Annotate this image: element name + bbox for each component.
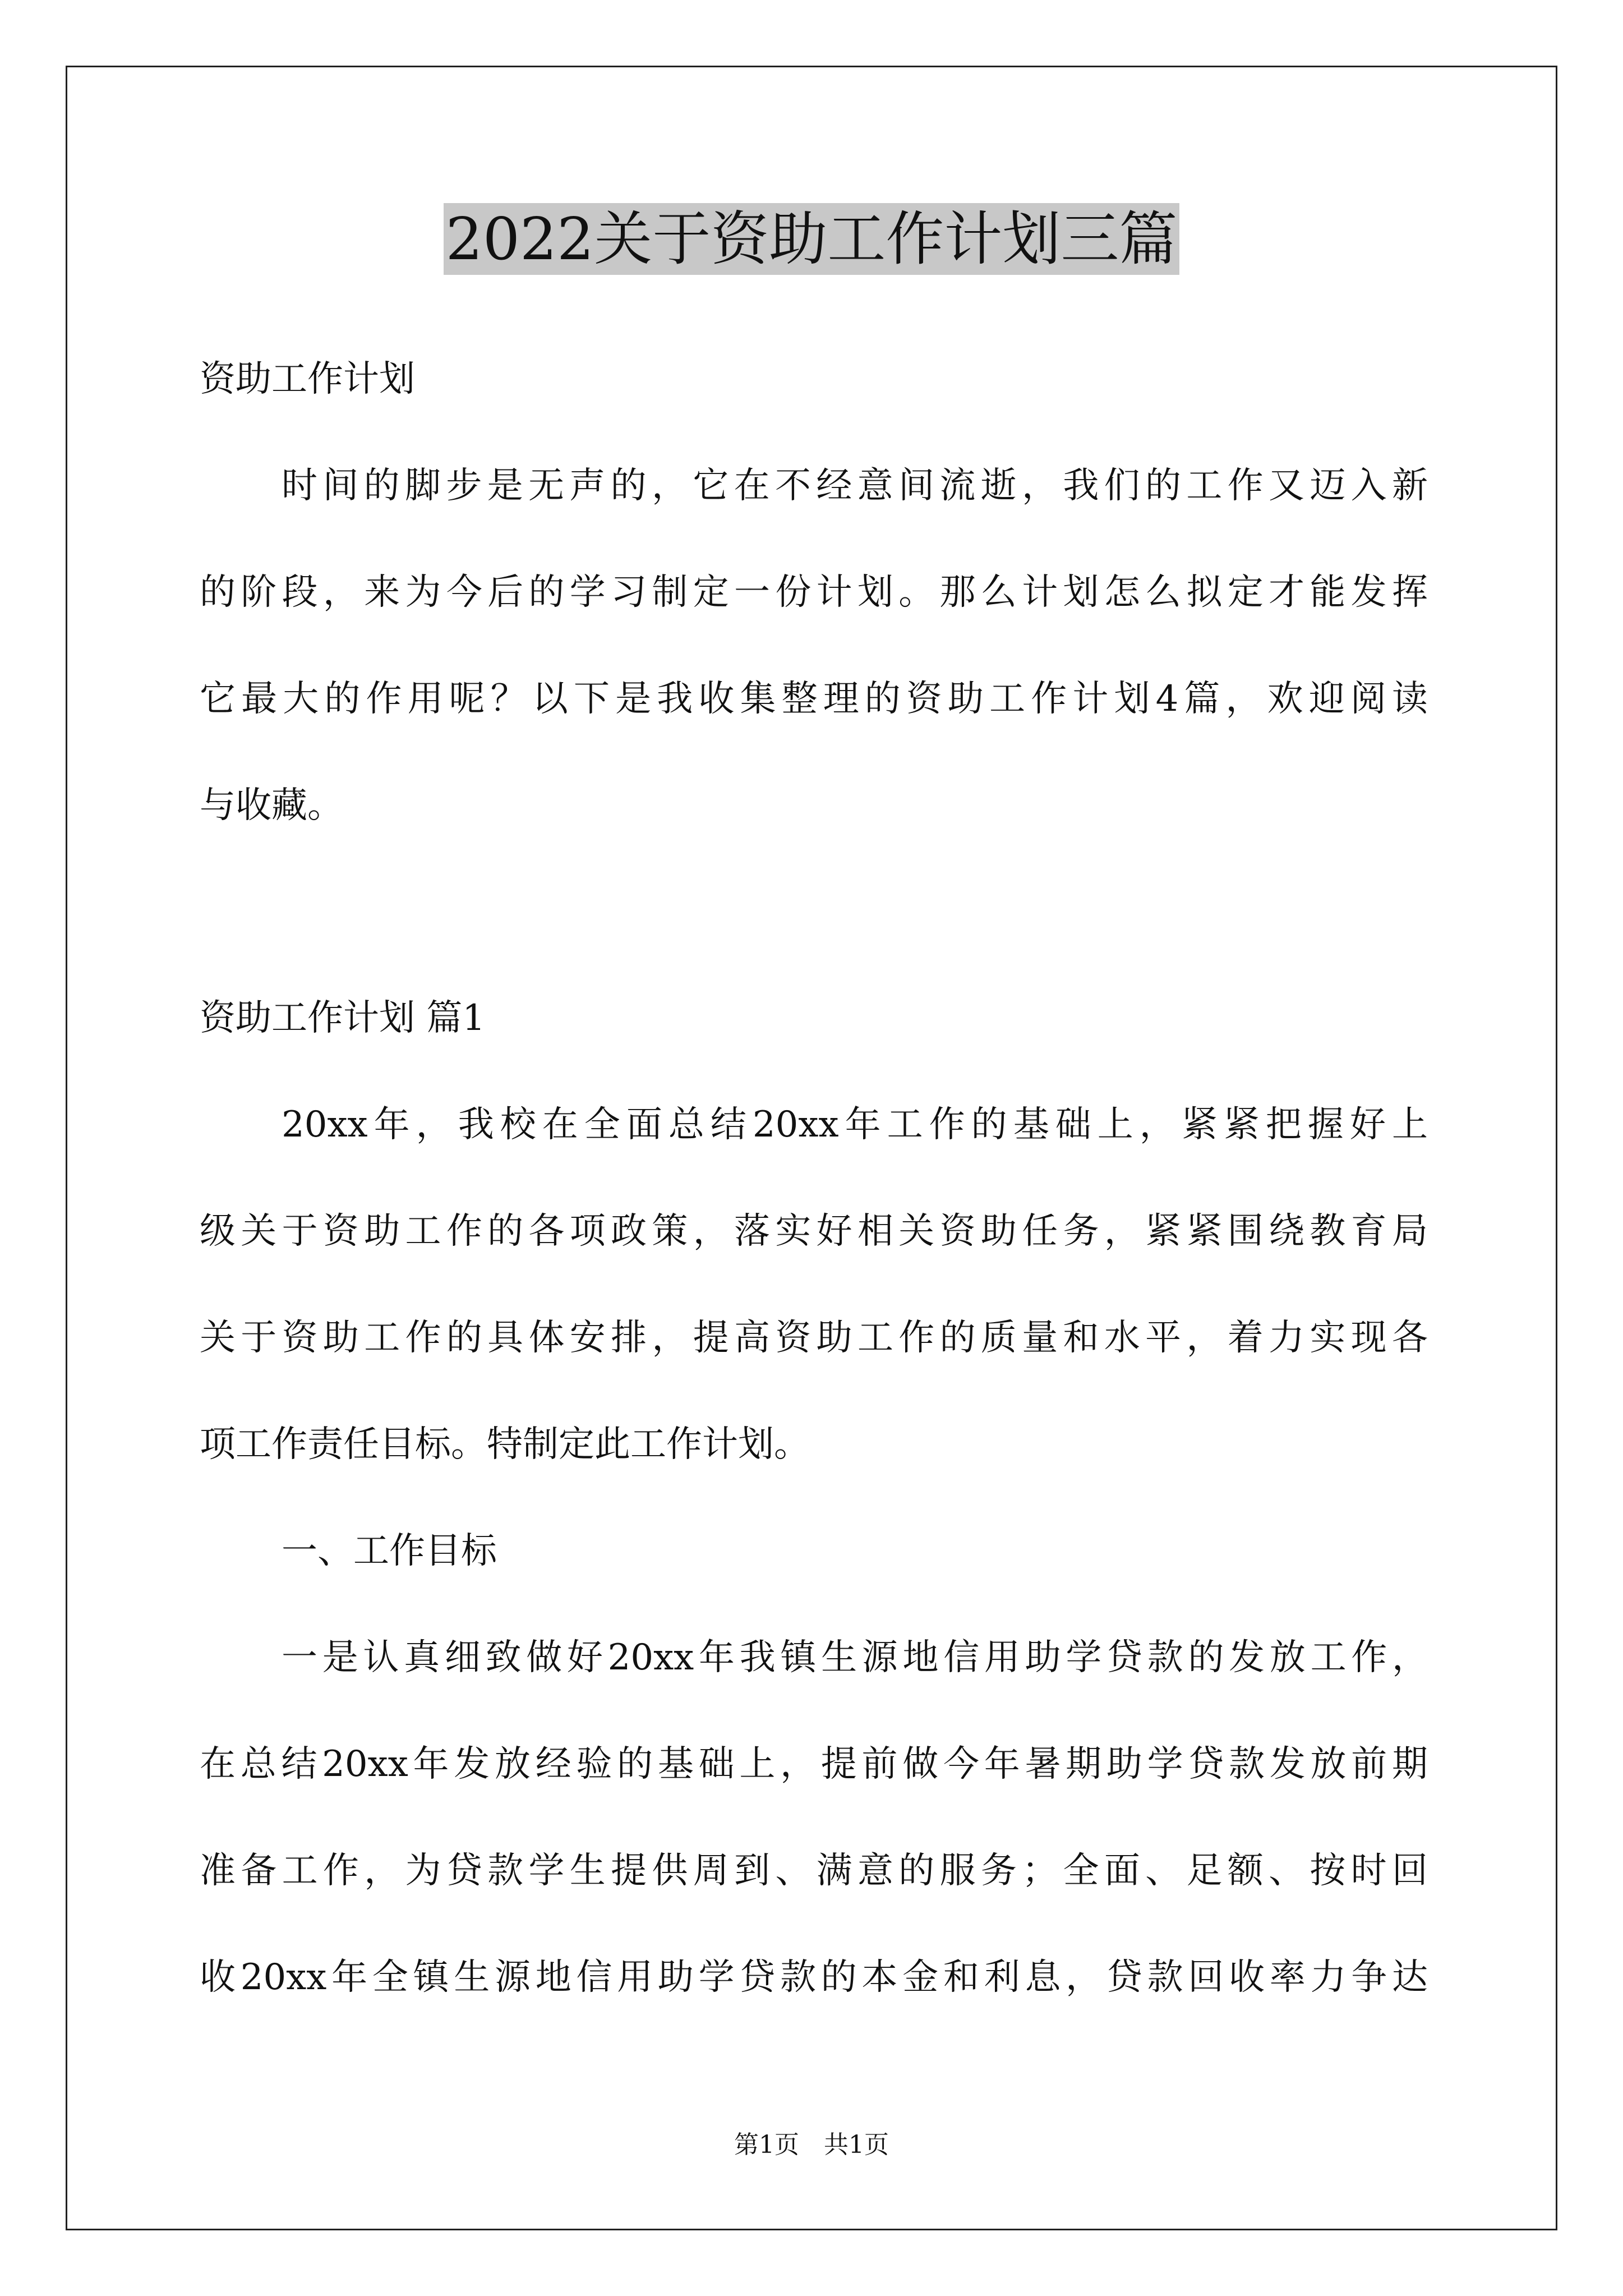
subsection-heading: 一、工作目标: [282, 1530, 497, 1572]
section-heading: 资助工作计划 篇1: [200, 997, 486, 1039]
document-title: 2022关于资助工作计划三篇: [444, 203, 1180, 275]
paragraph-line: 级关于资助工作的各项政策，落实好相关资助任务，紧紧围绕教育局: [200, 1211, 1428, 1252]
paragraph-line: 与收藏。: [200, 785, 343, 826]
paragraph-line: 项工作责任目标。特制定此工作计划。: [200, 1424, 810, 1465]
paragraph-line: 准备工作，为贷款学生提供周到、满意的服务；全面、足额、按时回: [200, 1850, 1428, 1892]
paragraph-line: 的阶段，来为今后的学习制定一份计划。那么计划怎么拟定才能发挥: [200, 572, 1428, 613]
title-container: [0, 203, 1623, 275]
section-heading: 资助工作计划: [200, 358, 415, 400]
paragraph-line: 收20xx年全镇生源地信用助学贷款的本金和利息，贷款回收率力争达: [200, 1957, 1428, 1998]
page-footer: 第1页 共1页: [734, 2131, 889, 2159]
paragraph-line: 时间的脚步是无声的，它在不经意间流逝，我们的工作又迈入新: [282, 465, 1428, 507]
paragraph-line: 20xx年，我校在全面总结20xx年工作的基础上，紧紧把握好上: [282, 1104, 1428, 1145]
paragraph-line: 它最大的作用呢？以下是我收集整理的资助工作计划4篇，欢迎阅读: [200, 678, 1428, 720]
paragraph-line: 在总结20xx年发放经验的基础上，提前做今年暑期助学贷款发放前期: [200, 1743, 1428, 1785]
paragraph-line: 一是认真细致做好20xx年我镇生源地信用助学贷款的发放工作，: [282, 1637, 1428, 1678]
paragraph-line: 关于资助工作的具体安排，提高资助工作的质量和水平，着力实现各: [200, 1317, 1428, 1359]
